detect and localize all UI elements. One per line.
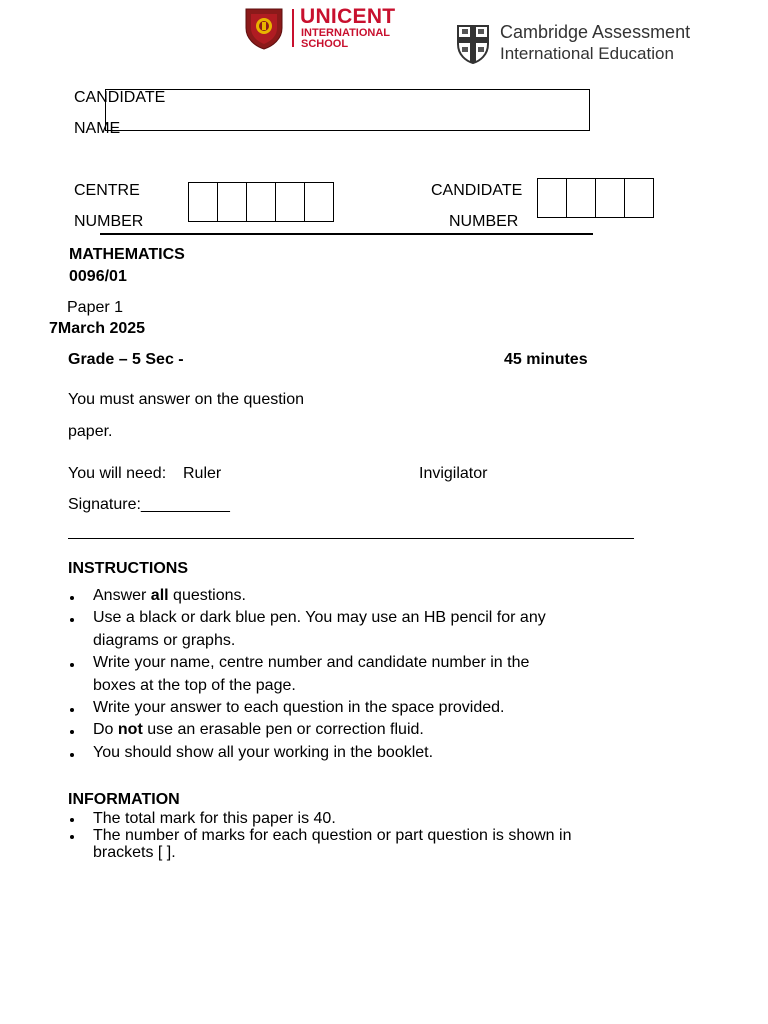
equipment-label: You will need:: [68, 465, 167, 482]
paper-number: Paper 1: [67, 299, 124, 316]
candidate-number-box[interactable]: [538, 179, 567, 217]
school-name-line2: INTERNATIONAL: [301, 27, 391, 39]
candidate-name-field[interactable]: [105, 89, 590, 131]
centre-number-label: CENTRE: [74, 182, 140, 199]
equipment-item: Ruler: [183, 465, 222, 482]
header-divider: [100, 233, 593, 235]
instruction-item-continued: diagrams or graphs.: [93, 631, 236, 649]
centre-number-box[interactable]: [247, 183, 276, 221]
candidate-number-box[interactable]: [625, 179, 653, 217]
board-name-line1: Cambridge Assessment: [500, 22, 691, 42]
school-name-line3: SCHOOL: [301, 38, 349, 50]
instruction-item: You should show all your working in the booklet.: [68, 742, 628, 764]
information-heading: INFORMATION: [68, 791, 180, 808]
candidate-number-label-2: NUMBER: [449, 213, 519, 230]
candidate-number-label: CANDIDATE: [431, 182, 523, 199]
board-logo: [456, 22, 696, 66]
signature-line: Signature:__________: [68, 496, 230, 513]
grade-section: Grade – 5 Sec -: [68, 351, 184, 368]
centre-number-box[interactable]: [218, 183, 247, 221]
instruction-item: Write your answer to each question in the space provided.: [68, 697, 628, 719]
cambridge-shield-icon: [456, 24, 490, 64]
exam-duration: 45 minutes: [504, 351, 588, 368]
board-name-line2: International Education: [500, 44, 674, 63]
instruction-item: Do not use an erasable pen or correction fluid.: [68, 719, 628, 741]
paper-code: 0096/01: [69, 268, 127, 285]
school-name: UNICENT: [300, 5, 396, 28]
candidate-name-label-2: NAME: [74, 120, 121, 137]
centre-number-box[interactable]: [305, 183, 333, 221]
information-item: The number of marks for each question or part question is shown in: [68, 827, 628, 844]
information-item: The total mark for this paper is 40.: [68, 810, 628, 827]
instruction-item: Answer all questions.: [68, 585, 628, 607]
school-logo: [242, 6, 412, 50]
candidate-name-label: CANDIDATE: [74, 89, 166, 106]
subject-title: MATHEMATICS: [69, 246, 185, 263]
centre-number-box[interactable]: [276, 183, 305, 221]
instruction-item-continued: boxes at the top of the page.: [93, 676, 296, 694]
instruction-item: Use a black or dark blue pen. You may use an HB pencil for any: [68, 607, 628, 629]
instructions-heading: INSTRUCTIONS: [68, 560, 188, 577]
exam-date: 7March 2025: [49, 320, 146, 337]
centre-number-box[interactable]: [189, 183, 218, 221]
centre-number-label-2: NUMBER: [74, 213, 144, 230]
instructions-list: [68, 585, 628, 764]
information-list: [68, 810, 628, 861]
information-item-continued: brackets [ ].: [93, 844, 176, 861]
candidate-number-box[interactable]: [567, 179, 596, 217]
school-crest-icon: [242, 6, 286, 50]
invigilator-label: Invigilator: [419, 465, 488, 482]
instruction-item: Write your name, centre number and candidate number in the: [68, 652, 628, 674]
section-divider: [68, 538, 634, 539]
answer-note: You must answer on the question: [68, 391, 305, 408]
candidate-number-boxes[interactable]: [537, 178, 654, 218]
candidate-number-box[interactable]: [596, 179, 625, 217]
answer-note-2: paper.: [68, 423, 113, 440]
centre-number-boxes[interactable]: [188, 182, 334, 222]
